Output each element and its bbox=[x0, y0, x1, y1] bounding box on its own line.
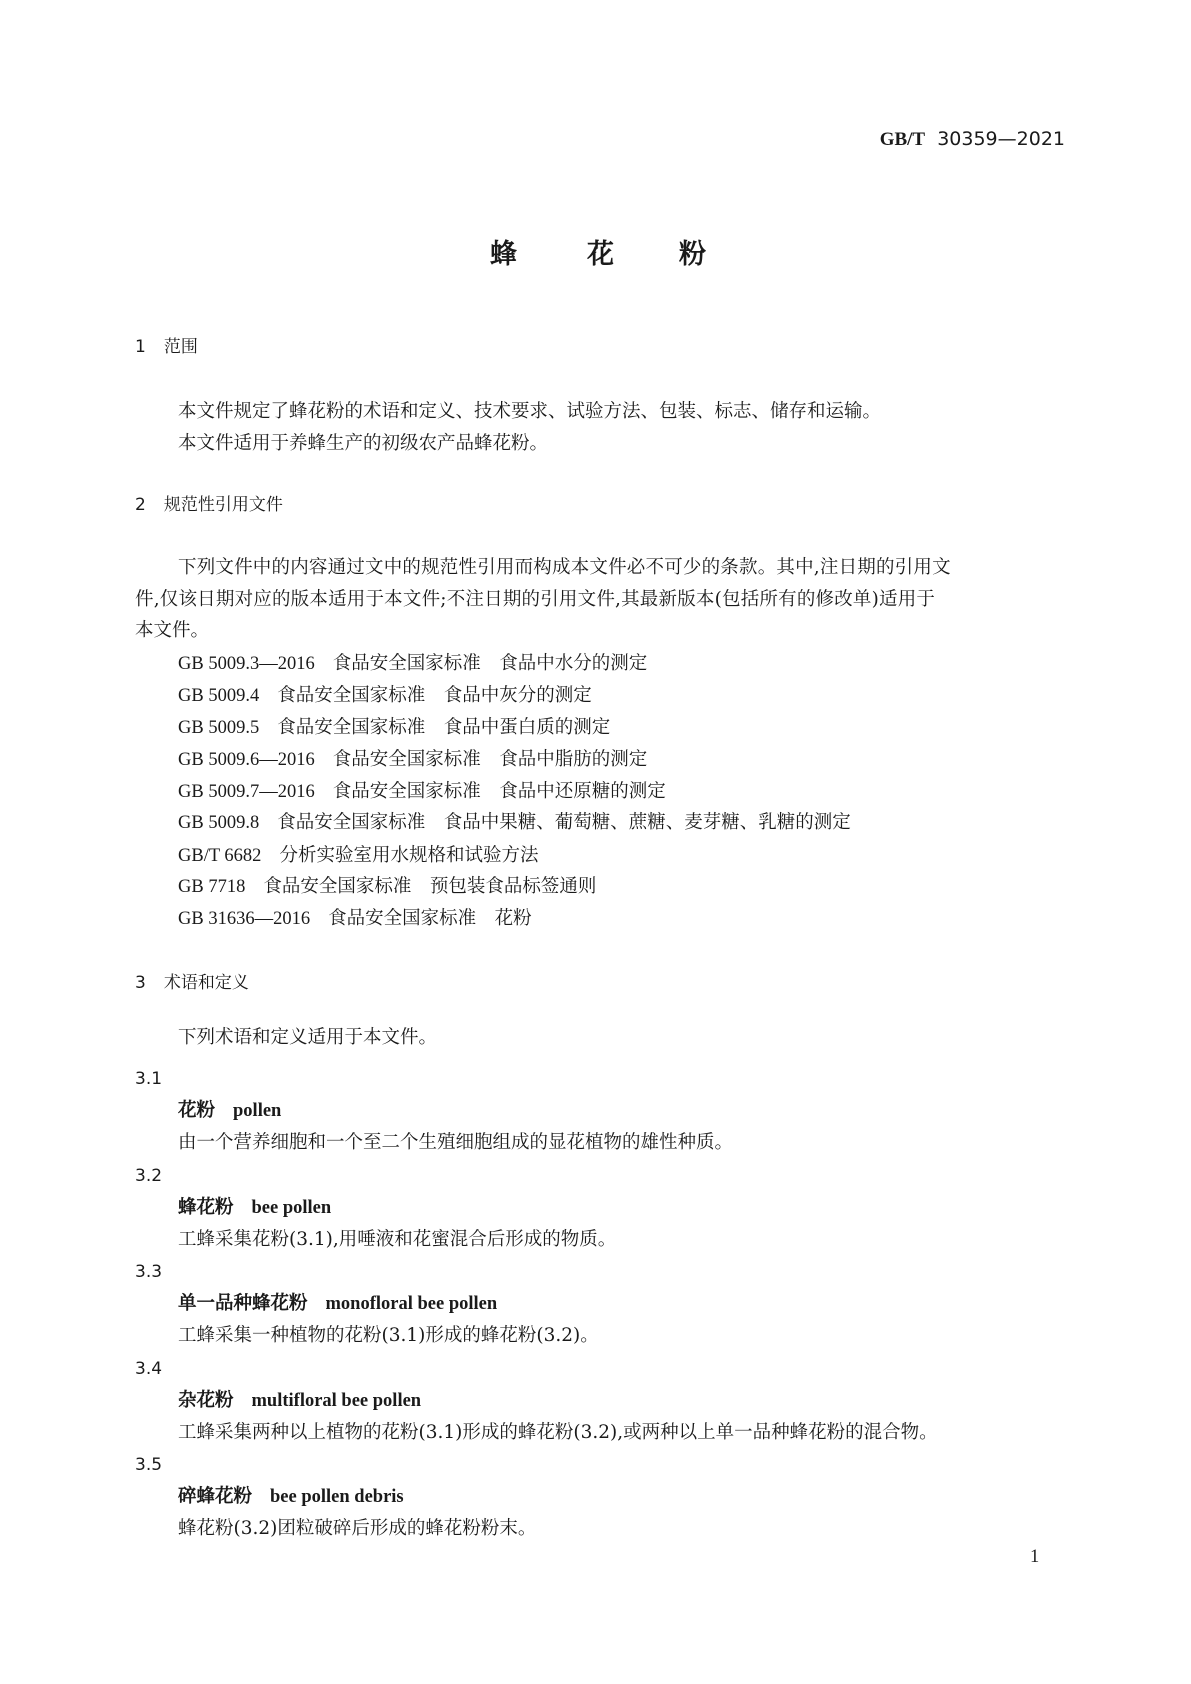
section-title: 术语和定义 bbox=[163, 973, 249, 993]
code-number: 30359—2021 bbox=[937, 128, 1065, 150]
term-number-line bbox=[135, 1068, 162, 1090]
section-number: 1 bbox=[135, 337, 146, 357]
term-definition: 由一个营养细胞和一个至二个生殖细胞组成的显花植物的雄性种质。 bbox=[178, 1132, 734, 1153]
term-heading bbox=[178, 1486, 404, 1508]
section-2-heading bbox=[135, 494, 283, 516]
term-chinese: 碎蜂花粉 bbox=[178, 1486, 253, 1507]
reference-code: GB 5009.5 bbox=[178, 718, 260, 738]
section-number: 2 bbox=[135, 495, 146, 515]
term-number-line bbox=[135, 1165, 162, 1187]
term-chinese: 花粉 bbox=[178, 1100, 216, 1121]
code-prefix: GB/T bbox=[879, 129, 926, 150]
reference-title: 食品安全国家标准 花粉 bbox=[328, 908, 532, 929]
reference-code: GB 7718 bbox=[178, 877, 246, 897]
reference-code: GB 5009.3—2016 bbox=[178, 654, 315, 674]
reference-item bbox=[178, 685, 592, 707]
term-chinese: 蜂花粉 bbox=[178, 1196, 234, 1218]
reference-title: 食品安全国家标准 食品中果糖、葡萄糖、蔗糖、麦芽糖、乳糖的测定 bbox=[277, 812, 851, 833]
term-english: bee pollen debris bbox=[270, 1487, 404, 1507]
term-definition: 蜂花粉(3.2)团粒破碎后形成的蜂花粉粉末。 bbox=[178, 1518, 537, 1539]
term-number: 3.1 bbox=[135, 1069, 163, 1089]
term-definition: 工蜂采集两种以上植物的花粉(3.1)形成的蜂花粉(3.2),或两种以上单一品种蜂花粉的混合物。 bbox=[178, 1421, 938, 1443]
document-code bbox=[880, 128, 1065, 151]
reference-title: 分析实验室用水规格和试验方法 bbox=[279, 845, 539, 866]
term-english: monofloral bee pollen bbox=[325, 1294, 498, 1314]
reference-item bbox=[178, 781, 666, 803]
paragraph: 本文件规定了蜂花粉的术语和定义、技术要求、试验方法、包装、标志、储存和运输。 bbox=[178, 401, 882, 422]
term-chinese: 单一品种蜂花粉 bbox=[178, 1293, 308, 1314]
term-number: 3.2 bbox=[135, 1165, 163, 1186]
reference-item bbox=[178, 876, 596, 898]
paragraph-line: 件,仅该日期对应的版本适用于本文件;不注日期的引用文件,其最新版本(包括所有的修改单)适用于 bbox=[135, 589, 936, 610]
term-number-line bbox=[135, 1358, 162, 1380]
term-heading bbox=[178, 1293, 497, 1315]
term-definition-line bbox=[178, 1518, 536, 1540]
reference-item bbox=[178, 908, 532, 930]
reference-code: GB 5009.8 bbox=[178, 813, 260, 833]
term-number: 3.5 bbox=[135, 1455, 163, 1475]
term-heading bbox=[178, 1100, 281, 1122]
page-number: 1 bbox=[1030, 1547, 1040, 1567]
title-char: 花 bbox=[587, 239, 614, 270]
title-char: 粉 bbox=[679, 239, 706, 270]
reference-item bbox=[178, 845, 538, 867]
paragraph-line: 本文件。 bbox=[135, 620, 210, 641]
term-number: 3.4 bbox=[135, 1358, 163, 1379]
term-english: bee pollen bbox=[251, 1197, 332, 1218]
reference-code: GB 5009.6—2016 bbox=[178, 750, 315, 770]
paragraph: 本文件适用于养蜂生产的初级农产品蜂花粉。 bbox=[178, 433, 549, 454]
reference-title: 食品安全国家标准 食品中水分的测定 bbox=[332, 653, 648, 674]
reference-item bbox=[178, 812, 851, 834]
reference-code: GB 31636—2016 bbox=[178, 909, 311, 929]
term-number: 3.3 bbox=[135, 1262, 163, 1282]
term-heading bbox=[178, 1390, 421, 1412]
term-number-line bbox=[135, 1454, 162, 1476]
section-title: 范围 bbox=[163, 337, 198, 357]
section-number: 3 bbox=[135, 973, 146, 993]
reference-code: GB 5009.4 bbox=[178, 686, 260, 706]
reference-title: 食品安全国家标准 食品中蛋白质的测定 bbox=[277, 717, 611, 738]
reference-item bbox=[178, 749, 647, 771]
reference-title: 食品安全国家标准 食品中还原糖的测定 bbox=[332, 781, 666, 802]
term-definition-line bbox=[178, 1325, 599, 1347]
reference-code: GB/T 6682 bbox=[178, 846, 262, 866]
paragraph-line: 下列文件中的内容通过文中的规范性引用而构成本文件必不可少的条款。其中,注日期的引用文 bbox=[178, 557, 951, 578]
section-title: 规范性引用文件 bbox=[163, 495, 283, 515]
reference-title: 食品安全国家标准 食品中脂肪的测定 bbox=[332, 749, 648, 770]
term-definition-line bbox=[178, 1132, 733, 1154]
term-definition: 工蜂采集一种植物的花粉(3.1)形成的蜂花粉(3.2)。 bbox=[178, 1325, 599, 1346]
reference-item bbox=[178, 653, 647, 675]
term-heading bbox=[178, 1197, 331, 1219]
reference-title: 食品安全国家标准 食品中灰分的测定 bbox=[277, 685, 592, 706]
paragraph: 下列术语和定义适用于本文件。 bbox=[178, 1027, 438, 1048]
reference-code: GB 5009.7—2016 bbox=[178, 782, 315, 802]
term-definition: 工蜂采集花粉(3.1),用唾液和花蜜混合后形成的物质。 bbox=[178, 1228, 617, 1250]
section-1-heading bbox=[135, 336, 198, 358]
reference-title: 食品安全国家标准 预包装食品标签通则 bbox=[263, 876, 597, 897]
term-number-line bbox=[135, 1261, 162, 1283]
title-char: 蜂 bbox=[490, 239, 517, 270]
section-3-heading bbox=[135, 972, 249, 994]
term-chinese: 杂花粉 bbox=[178, 1389, 234, 1411]
term-english: pollen bbox=[233, 1101, 282, 1121]
reference-item bbox=[178, 717, 610, 739]
term-definition-line bbox=[178, 1422, 938, 1444]
term-definition-line bbox=[178, 1229, 616, 1251]
term-english: multifloral bee pollen bbox=[251, 1390, 422, 1411]
